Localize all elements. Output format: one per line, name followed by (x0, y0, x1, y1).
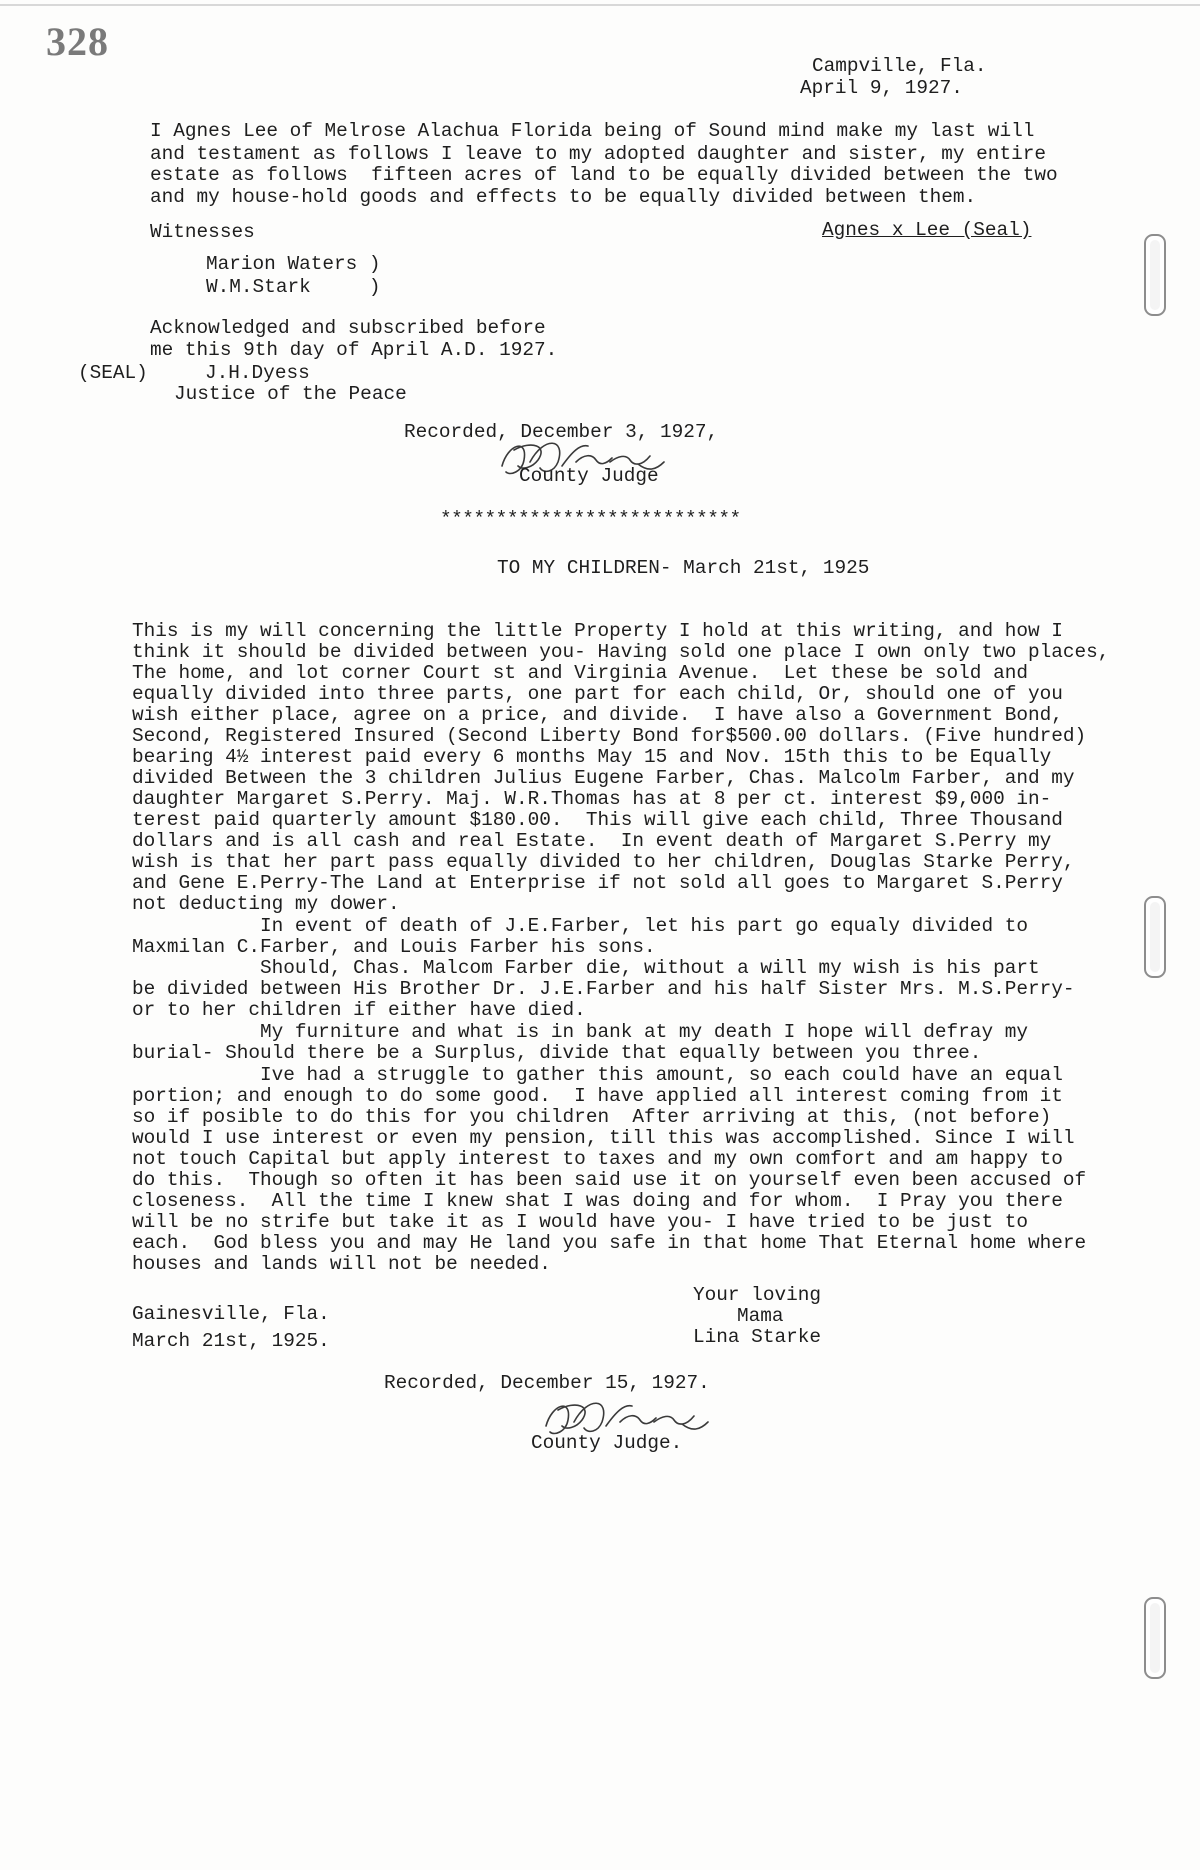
justice-name: J.H.Dyess (205, 362, 310, 384)
will2-line: do this. Though so often it has been said use it on yourself even been accused of (132, 1169, 1087, 1191)
will2-judge-title: County Judge. (531, 1432, 683, 1454)
seal-mark: (SEAL) (78, 362, 148, 384)
will1-judge-title: County Judge (519, 465, 659, 487)
will2-line: think it should be divided between you- Having sold one place I own only two places, (132, 641, 1110, 663)
separator: *************************** (440, 508, 741, 530)
will2-line: Maxmilan C.Farber, and Louis Farber his sons. (132, 936, 656, 958)
will2-line: not touch Capital but apply interest to taxes and my own comfort and am happy to (132, 1148, 1063, 1170)
closing-line: Your loving (693, 1284, 821, 1306)
will1-line: and my house-hold goods and effects to be equally divided between them. (150, 186, 977, 208)
will2-line: each. God bless you and may He land you safe in that home That Eternal home where (132, 1232, 1087, 1254)
will2-line: Second, Registered Insured (Second Liberty Bond for$500.00 dollars. (Five hundred) (132, 725, 1087, 747)
will2-line: This is my will concerning the little Property I hold at this writing, and how I (132, 620, 1063, 642)
will2-place: Gainesville, Fla. (132, 1303, 330, 1325)
will2-line: not deducting my dower. (132, 893, 400, 915)
binder-hole (1144, 234, 1166, 316)
closing-line: Mama (737, 1305, 784, 1327)
will2-line: Should, Chas. Malcom Farber die, without a will my wish is his part (132, 957, 1040, 979)
will1-line: and testament as follows I leave to my adopted daughter and sister, my entire (150, 143, 1046, 165)
will2-line: wish either place, agree on a price, and divide. I have also a Government Bond, (132, 704, 1063, 726)
will2-line: would I use interest or even my pension, till this was accomplished. Since I will (132, 1127, 1075, 1149)
will2-line: portion; and enough to do some good. I have applied all interest coming from it (132, 1085, 1063, 1107)
will2-line: houses and lands will not be needed. (132, 1253, 551, 1275)
closing-signature: Lina Starke (693, 1326, 821, 1348)
will2-line: divided Between the 3 children Julius Eugene Farber, Chas. Malcolm Farber, and my (132, 767, 1075, 789)
will2-heading: TO MY CHILDREN- March 21st, 1925 (497, 557, 870, 579)
page-number: 328 (46, 19, 109, 64)
binder-hole (1144, 1597, 1166, 1679)
testator-signature: Agnes x Lee (Seal) (822, 219, 1032, 241)
will2-line: In event of death of J.E.Farber, let his part go equaly divided to (132, 915, 1028, 937)
will2-line: Ive had a struggle to gather this amount, so each could have an equal (132, 1064, 1063, 1086)
will1-date: April 9, 1927. (800, 77, 963, 99)
will2-line: dollars and is all cash and real Estate. In event death of Margaret S.Perry my (132, 830, 1052, 852)
will2-line: and Gene E.Perry-The Land at Enterprise if not sold all goes to Margaret S.Perry (132, 872, 1063, 894)
will2-line: wish is that her part pass equally divided to her children, Douglas Starke Perry, (132, 851, 1075, 873)
acknowledgement-line: Acknowledged and subscribed before (150, 317, 546, 339)
will2-line: closeness. All the time I knew shat I was doing and for whom. I Pray you there (132, 1190, 1063, 1212)
will2-line: My furniture and what is in bank at my death I hope will defray my (132, 1021, 1028, 1043)
justice-title: Justice of the Peace (174, 383, 407, 405)
will1-place: Campville, Fla. (812, 55, 987, 77)
witness-1: Marion Waters ) (206, 253, 381, 275)
will2-line: daughter Margaret S.Perry. Maj. W.R.Thomas has at 8 per ct. interest $9,000 in- (132, 788, 1052, 810)
witnesses-label: Witnesses (150, 221, 255, 243)
will2-line: so if posible to do this for you children After arriving at this, (not before) (132, 1106, 1052, 1128)
scan-top-edge (0, 4, 1200, 6)
will2-line: bearing 4½ interest paid every 6 months May 15 and Nov. 15th this to be Equally (132, 746, 1052, 768)
binder-hole (1144, 896, 1166, 978)
acknowledgement-line: me this 9th day of April A.D. 1927. (150, 339, 558, 361)
will2-recorded: Recorded, December 15, 1927. (384, 1372, 710, 1394)
witness-2: W.M.Stark ) (206, 276, 381, 298)
will2-date: March 21st, 1925. (132, 1330, 330, 1352)
will2-line: burial- Should there be a Surplus, divide that equally between you three. (132, 1042, 982, 1064)
will1-line: I Agnes Lee of Melrose Alachua Florida being of Sound mind make my last will (150, 120, 1035, 142)
will2-line: The home, and lot corner Court st and Virginia Avenue. Let these be sold and (132, 662, 1028, 684)
will1-line: estate as follows fifteen acres of land to be equally divided between the two (150, 164, 1058, 186)
will2-line: be divided between His Brother Dr. J.E.Farber and his half Sister Mrs. M.S.Perry- (132, 978, 1075, 1000)
will2-line: or to her children if either have died. (132, 999, 586, 1021)
will2-line: terest paid quarterly amount $180.00. This will give each child, Three Thousand (132, 809, 1063, 831)
will2-line: will be no strife but take it as I would have you- I have tried to be just to (132, 1211, 1028, 1233)
will2-line: equally divided into three parts, one part for each child, Or, should one of you (132, 683, 1063, 705)
will1-recorded: Recorded, December 3, 1927, (404, 421, 719, 443)
